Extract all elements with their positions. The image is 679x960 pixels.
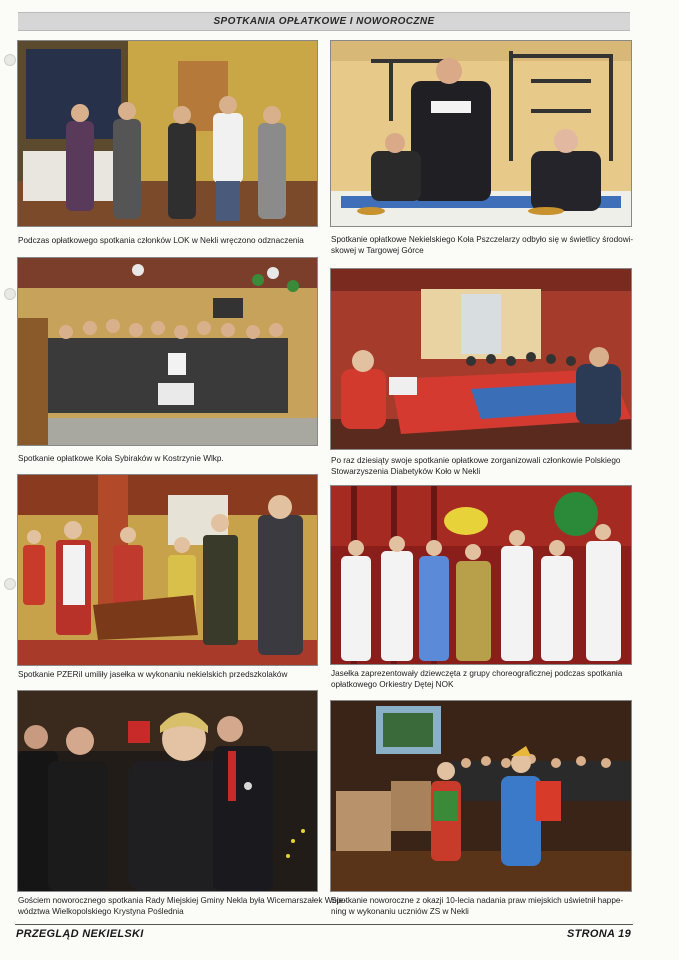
caption-lok: Podczas opłatkowego spotkania członków LOK w Nekli wręczono odznaczenia: [18, 236, 304, 245]
section-title: SPOTKANIA OPŁATKOWE I NOWOROCZNE: [213, 16, 435, 27]
photo-spotkanie-noworoczne-rada: [17, 690, 318, 892]
caption-beekeepers-line2: skowej w Targowej Górce: [331, 246, 424, 255]
photo-diabetycy: [330, 268, 632, 450]
caption-jaselka-przedszkolaki: Spotkanie PZERiI umiliły jasełka w wykonaniu nekielskich przedszkolaków: [18, 670, 288, 679]
photo-jaselka-dziewczeta: [330, 485, 632, 665]
binder-hole: [4, 288, 16, 300]
photo-jaselka-przedszkolaki: [17, 474, 318, 666]
caption-sybiracy: Spotkanie opłatkowe Koła Sybiraków w Kostrzynie Wlkp.: [18, 454, 224, 463]
photo-lok-awards: [17, 40, 318, 227]
caption-diabetycy-line2: Stowarzyszenia Diabetyków Koło w Nekli: [331, 467, 481, 476]
caption-happening-line2: ning w wykonaniu uczniów ZS w Nekli: [331, 907, 469, 916]
publication-name: PRZEGLĄD NEKIELSKI: [16, 928, 144, 940]
caption-noworoczne-rada-line1: Gościem noworocznego spotkania Rady Miejskiej Gminy Nekla była Wicemarszałek Woje-: [18, 896, 346, 905]
caption-jaselka-dziewczeta-line1: Jasełka zaprezentowały dziewczęta z grupy choreograficznej podczas spotkania: [331, 669, 623, 678]
binder-hole: [4, 578, 16, 590]
caption-happening-line1: Spotkanie noworoczne z okazji 10-lecia nadania praw miejskich uświetnił happe-: [331, 896, 624, 905]
caption-beekeepers-line1: Spotkanie opłatkowe Nekielskiego Koła Pszczelarzy odbyło się w świetlicy środowi-: [331, 235, 634, 244]
binder-hole: [4, 54, 16, 66]
caption-noworoczne-rada-line2: wództwa Wielkopolskiego Krystyna Poślednia: [18, 907, 184, 916]
photo-beekeepers: [330, 40, 632, 227]
page-number: STRONA 19: [566, 928, 631, 940]
section-header-bar: [18, 12, 630, 31]
photo-happening-zs: [330, 700, 632, 892]
photo-sybiracy: [17, 257, 318, 446]
caption-jaselka-dziewczeta-line2: opłatkowego Orkiestry Dętej NOK: [331, 680, 454, 689]
footer-rule: [15, 924, 633, 925]
caption-diabetycy-line1: Po raz dziesiąty swoje spotkanie opłatkowe zorganizowali członkowie Polskiego: [331, 456, 621, 465]
